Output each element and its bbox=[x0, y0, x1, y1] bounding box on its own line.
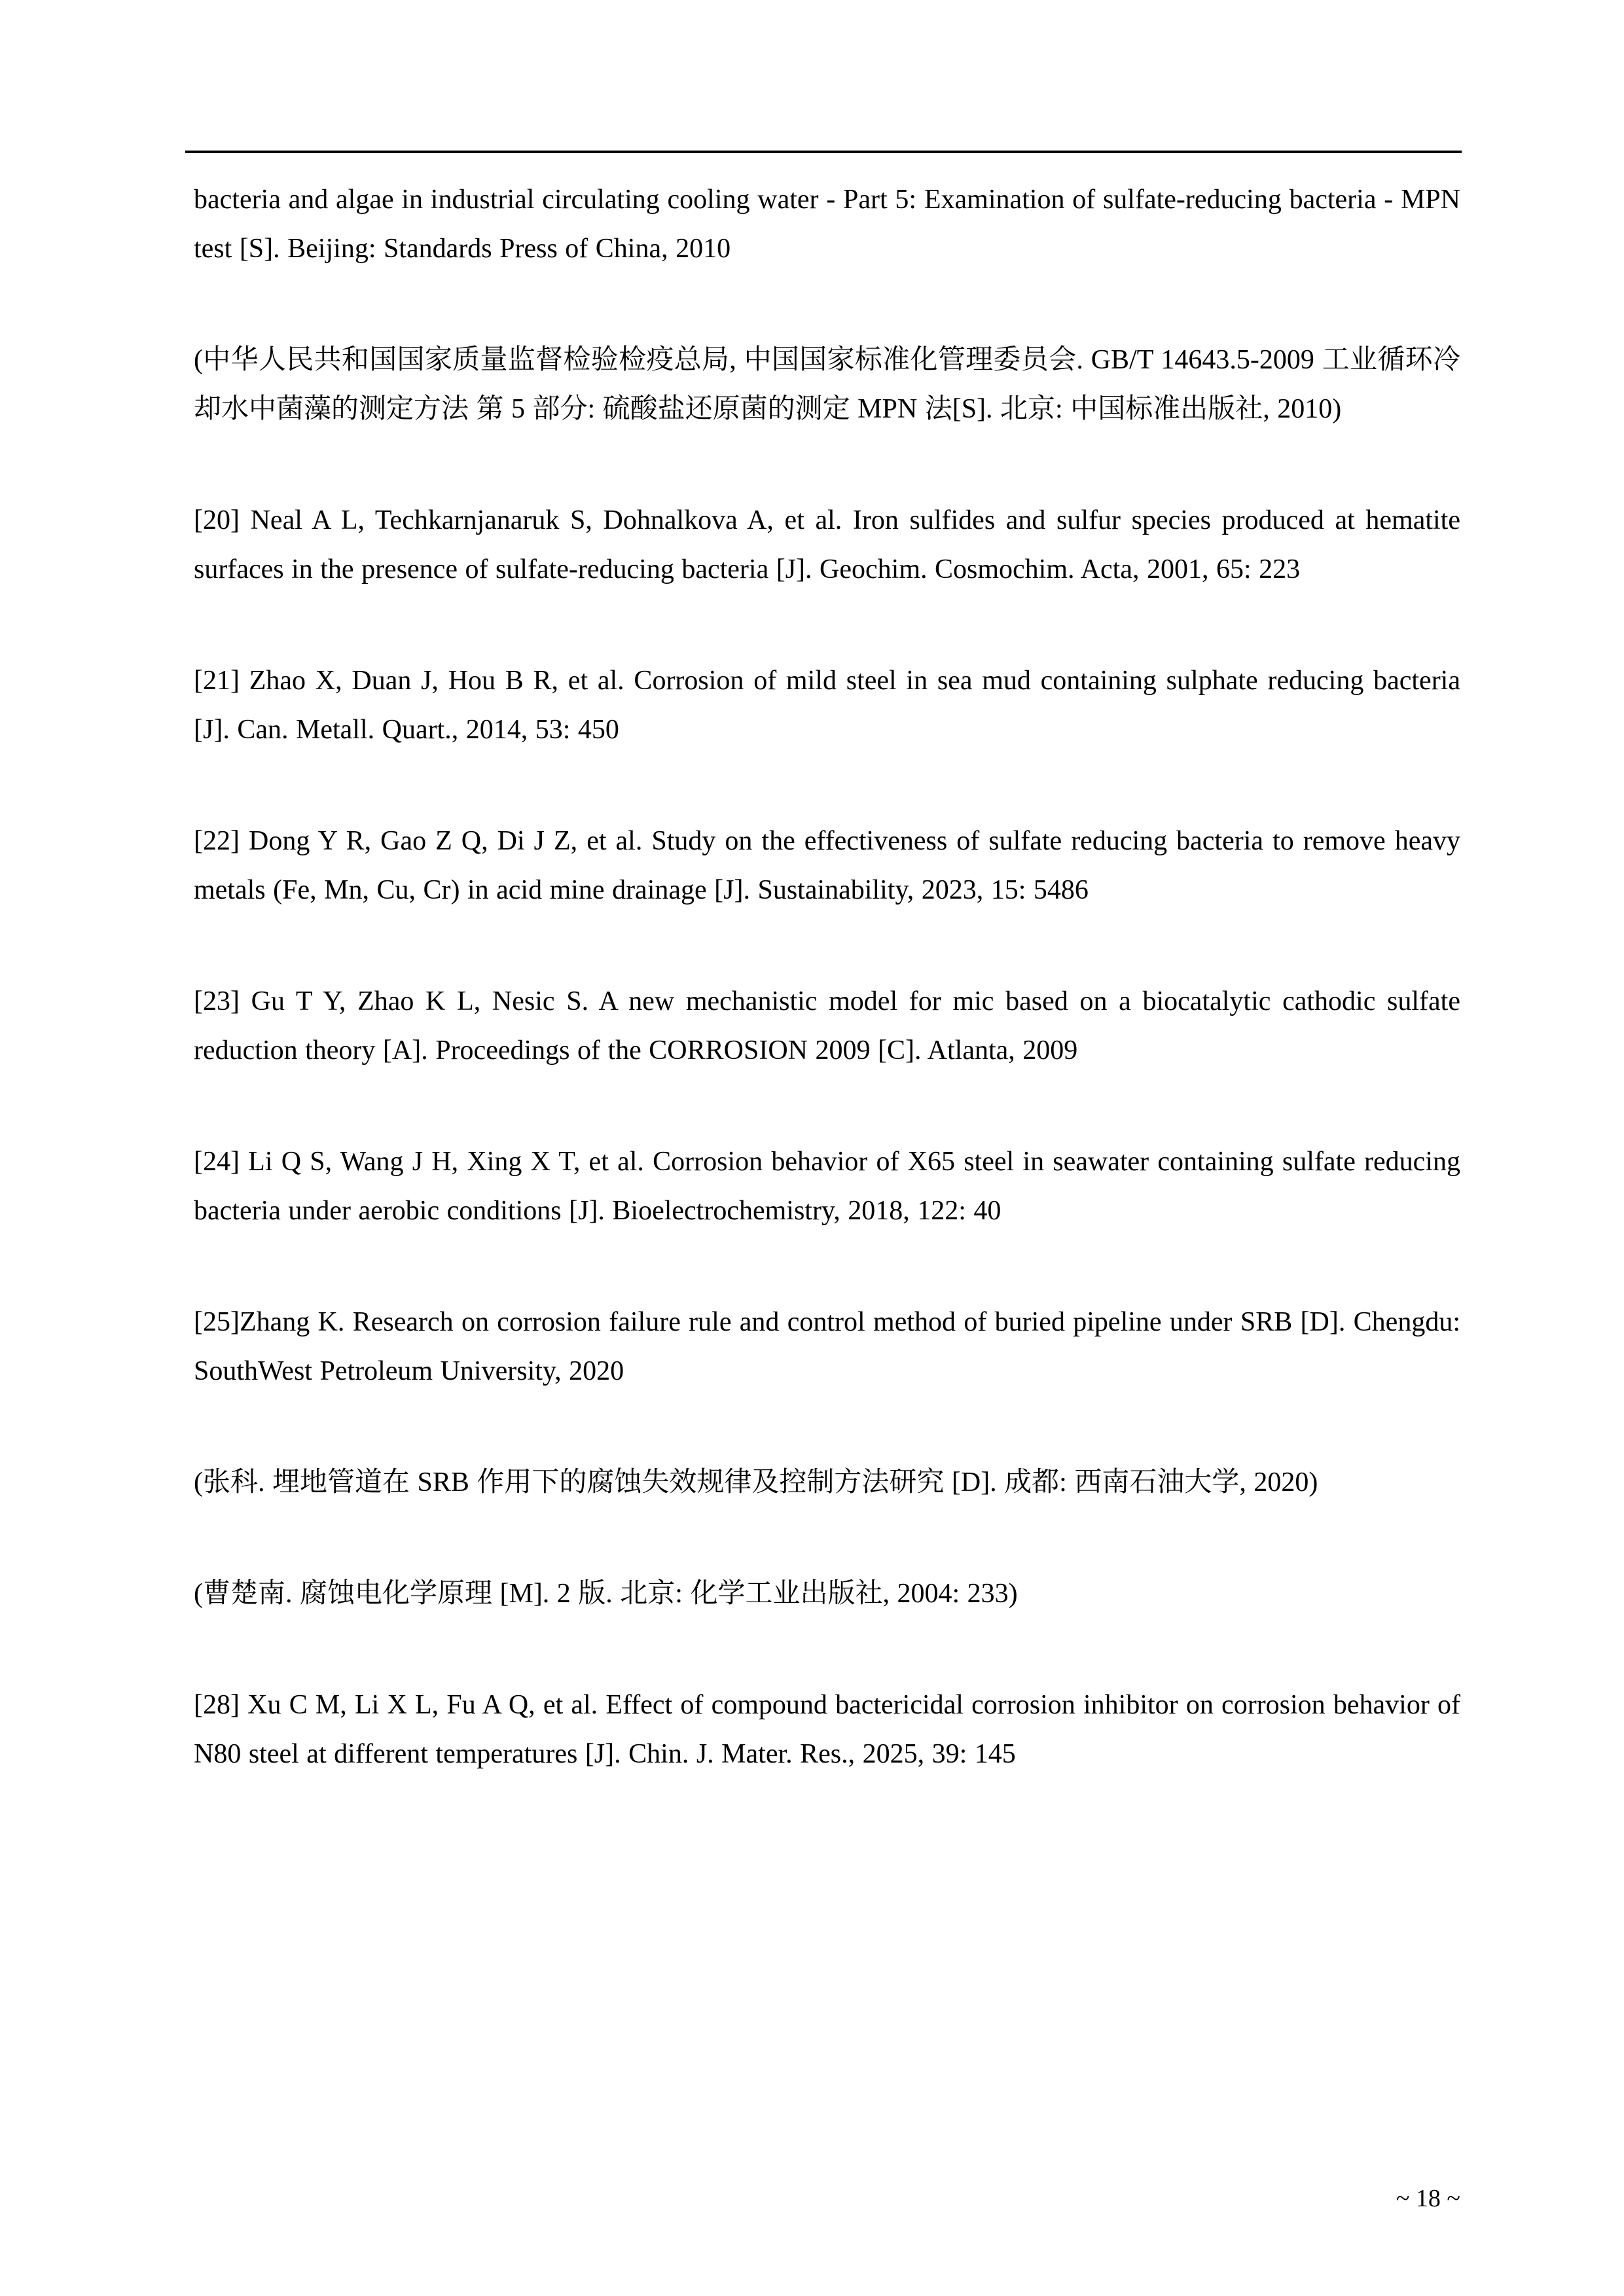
reference-paragraph-chinese: (中华人民共和国国家质量监督检验检疫总局, 中国国家标准化管理委员会. GB/T 14643.5-2009 工业循环冷却水中菌藻的测定方法 第 5 部分: 硫酸盐还原菌的测定 MPN 法[S]. 北京: 中国标准出版社, 2010) bbox=[194, 345, 1460, 424]
reference-paragraph: [20] Neal A L, Techkarnjanaruk S, Dohnalkova A, et al. Iron sulfides and sulfur species produced at hematite surfaces in the presence of sulfate-reducing bacteria [J]. Geochim. Cosmochim. Acta, 2001, 65: 223 bbox=[194, 505, 1460, 584]
header-rule bbox=[185, 151, 1462, 153]
reference-paragraph: [25]Zhang K. Research on corrosion failure rule and control method of buried pipeline under SRB [D]. Chengdu: SouthWest Petroleum University, 2020 bbox=[194, 1307, 1460, 1386]
reference-paragraph: [22] Dong Y R, Gao Z Q, Di J Z, et al. Study on the effectiveness of sulfate reducing bacteria to remove heavy metals (Fe, Mn, Cu, Cr) in acid mine drainage [J]. Sustainability, 2023, 15: 5486 bbox=[194, 826, 1460, 905]
reference-paragraph: [21] Zhao X, Duan J, Hou B R, et al. Corrosion of mild steel in sea mud containing sulphate reducing bacteria [J]. Can. Metall. Quart., 2014, 53: 450 bbox=[194, 666, 1460, 745]
reference-paragraph: bacteria and algae in industrial circulating cooling water - Part 5: Examination of sulfate-reducing bacteria - MPN test [S]. Beijing: Standards Press of China, 2010 bbox=[194, 185, 1460, 264]
reference-paragraph: [23] Gu T Y, Zhao K L, Nesic S. A new mechanistic model for mic based on a biocatalytic cathodic sulfate reduction theory [A]. Proceedings of the CORROSION 2009 [C]. Atlanta, 2009 bbox=[194, 986, 1460, 1066]
reference-paragraph-chinese: [28] Xu C M, Li X L, Fu A Q, et al. Effect of compound bactericidal corrosion inhibitor on corrosion behavior of N80 steel at different temperatures [J]. Chin. J. Mater. Res., 2025, 39: 145 bbox=[194, 1690, 1460, 1769]
page-number: ~ 18 ~ bbox=[1396, 2185, 1460, 2212]
reference-paragraph: (曹楚南. 腐蚀电化学原理 [M]. 2 版. 北京: 化学工业出版社, 2004: 233) bbox=[194, 1579, 1018, 1609]
references-list bbox=[194, 175, 1460, 1841]
reference-paragraph: [24] Li Q S, Wang J H, Xing X T, et al. Corrosion behavior of X65 steel in seawater containing sulfate reducing bacteria under aerobic conditions [J]. Bioelectrochemistry, 2018, 122: 40 bbox=[194, 1147, 1460, 1226]
reference-paragraph-chinese: (张科. 埋地管道在 SRB 作用下的腐蚀失效规律及控制方法研究 [D]. 成都: 西南石油大学, 2020) bbox=[194, 1467, 1318, 1498]
